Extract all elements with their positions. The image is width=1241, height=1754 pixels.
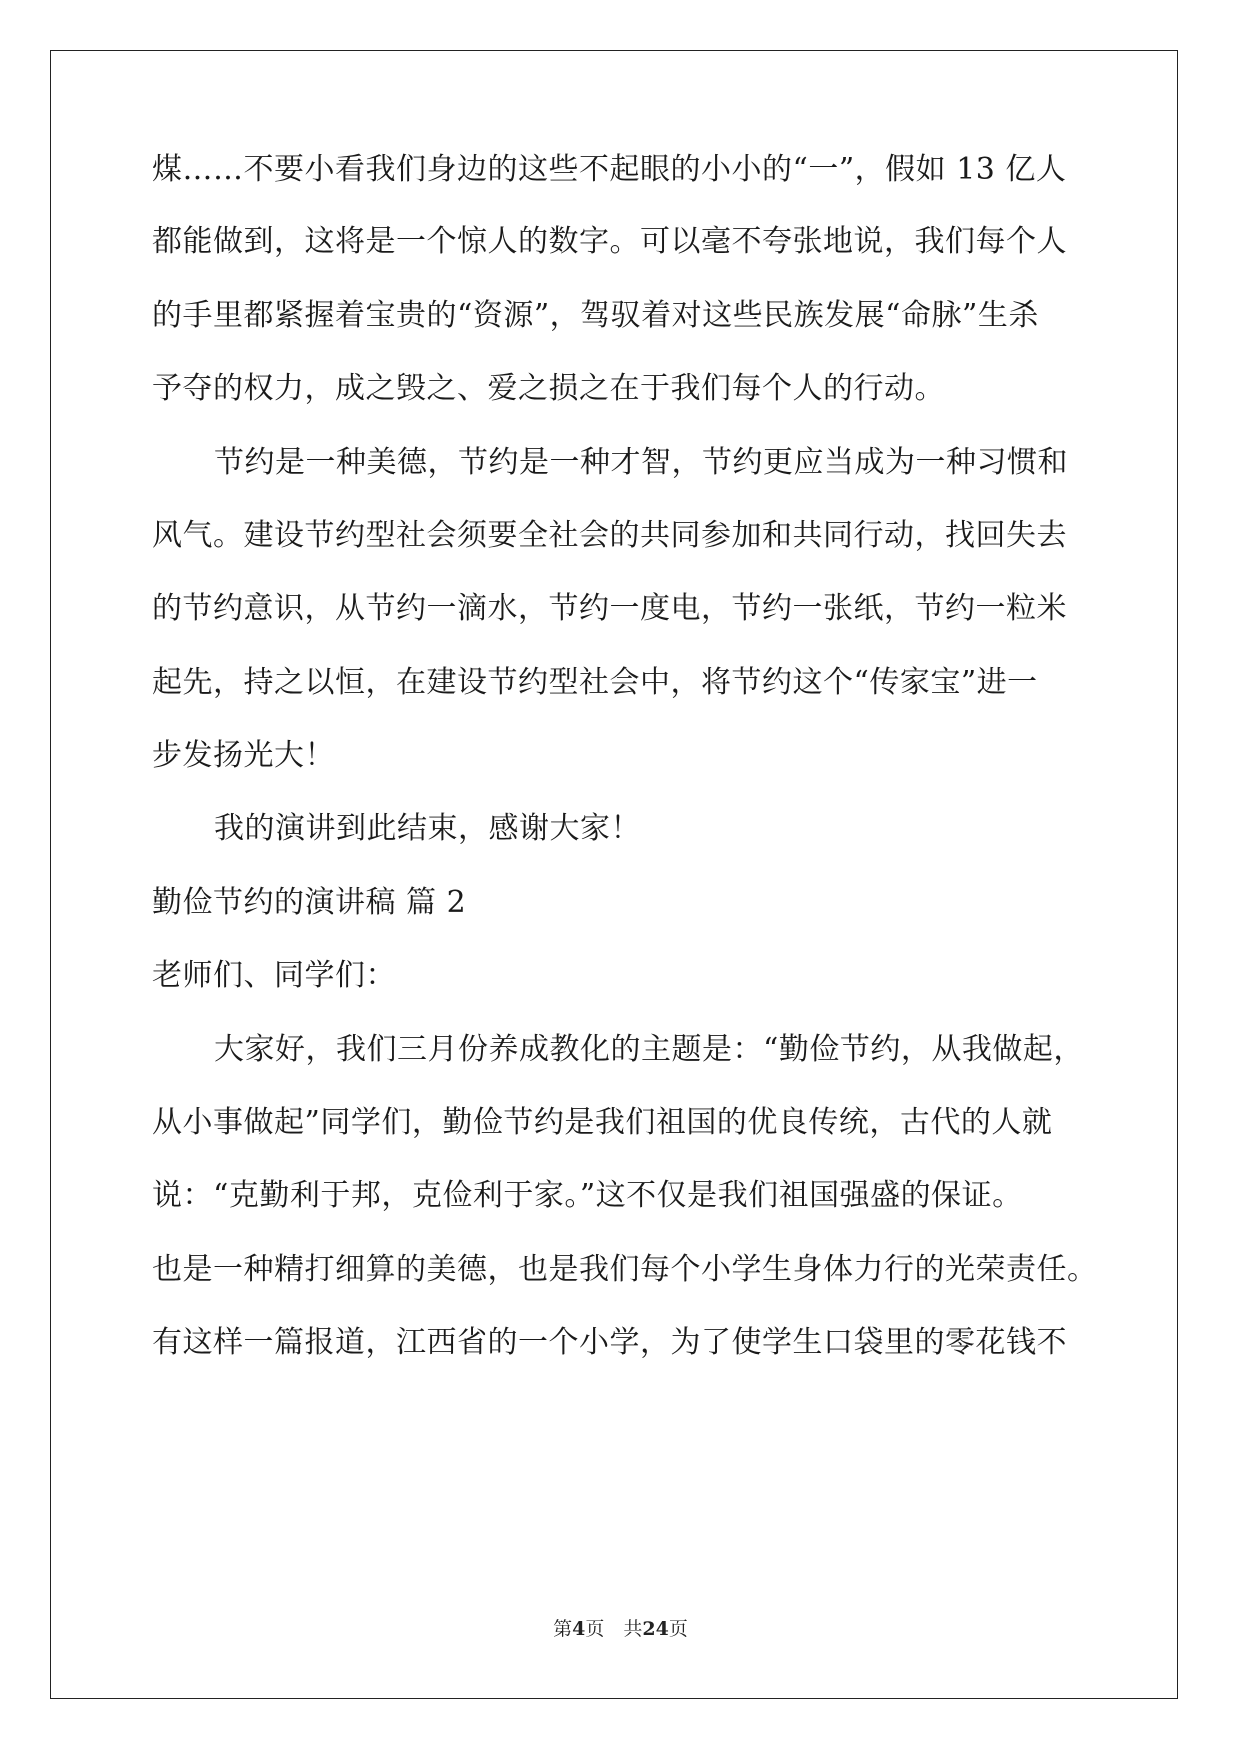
text-line: 予夺的权力，成之毁之、爱之损之在于我们每个人的行动。 xyxy=(152,371,945,406)
footer-suffix: 页 xyxy=(668,1618,688,1640)
salutation: 老师们、同学们： xyxy=(152,958,396,993)
text-line: 风气。建设节约型社会须要全社会的共同参加和共同行动，找回失去 xyxy=(152,518,1067,553)
section-heading: 勤俭节约的演讲稿 篇 2 xyxy=(152,885,467,920)
text-line: 都能做到，这将是一个惊人的数字。可以毫不夸张地说，我们每个人 xyxy=(152,224,1067,259)
paragraph-first-line: 大家好，我们三月份养成教化的主题是：“勤俭节约，从我做起， xyxy=(214,1032,1084,1067)
total-page-number: 24 xyxy=(642,1618,669,1640)
text-line: 煤……不要小看我们身边的这些不起眼的小小的“一”，假如 13 亿人 xyxy=(152,152,1067,187)
closing-line: 我的演讲到此结束，感谢大家！ xyxy=(214,811,641,846)
text-line: 也是一种精打细算的美德，也是我们每个小学生身体力行的光荣责任。 xyxy=(152,1252,1098,1287)
text-line: 从小事做起”同学们，勤俭节约是我们祖国的优良传统，古代的人就 xyxy=(152,1105,1053,1140)
text-line: 的手里都紧握着宝贵的“资源”，驾驭着对这些民族发展“命脉”生杀 xyxy=(152,298,1039,333)
text-line: 步发扬光大！ xyxy=(152,738,335,773)
text-line: 的节约意识，从节约一滴水，节约一度电，节约一张纸，节约一粒米 xyxy=(152,591,1067,626)
paragraph-first-line: 节约是一种美德，节约是一种才智，节约更应当成为一种习惯和 xyxy=(214,445,1068,480)
page-footer xyxy=(0,1614,1241,1641)
footer-prefix: 第 xyxy=(553,1618,573,1640)
current-page-number: 4 xyxy=(572,1618,586,1640)
footer-mid: 页 共 xyxy=(585,1618,643,1640)
text-line: 有这样一篇报道，江西省的一个小学，为了使学生口袋里的零花钱不 xyxy=(152,1325,1067,1360)
text-line: 起先，持之以恒，在建设节约型社会中，将节约这个“传家宝”进一 xyxy=(152,665,1038,700)
text-line: 说：“克勤利于邦，克俭利于家。”这不仅是我们祖国强盛的保证。 xyxy=(152,1178,1023,1213)
